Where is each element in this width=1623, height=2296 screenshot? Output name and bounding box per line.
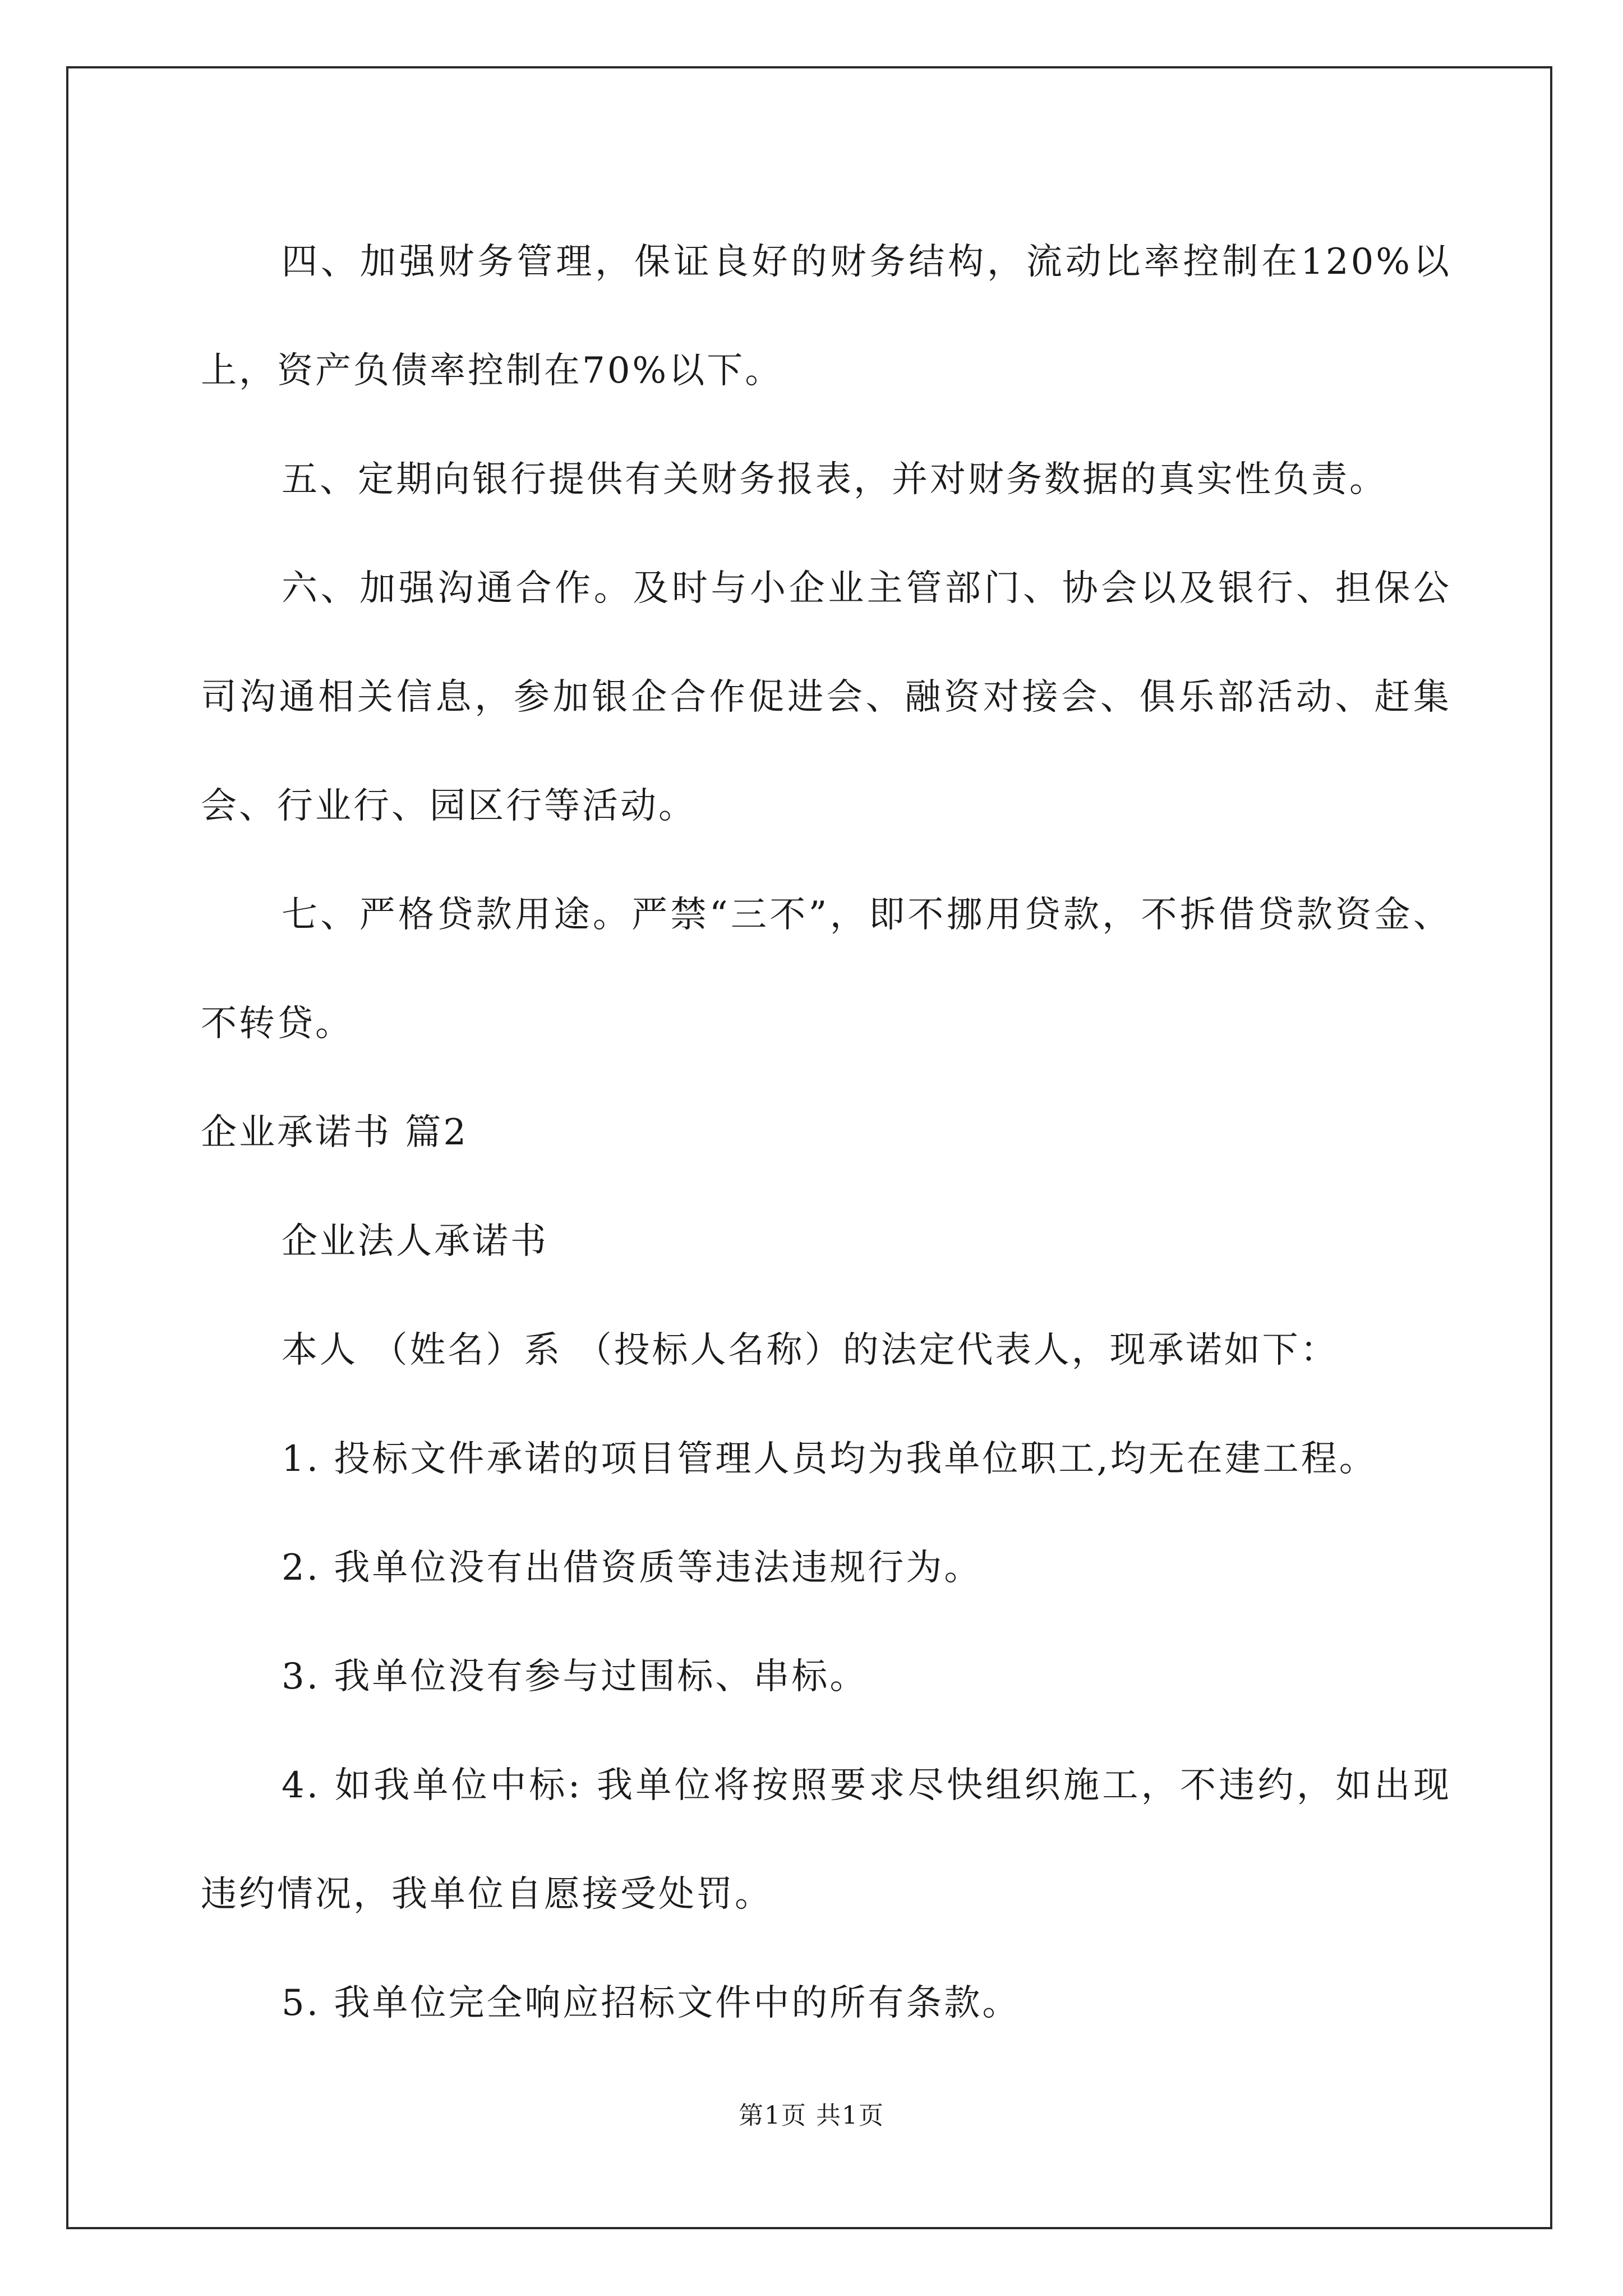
paragraph-loan-usage: 七、严格贷款用途。严禁“三不”，即不挪用贷款，不拆借贷款资金、不转贷。: [201, 894, 1451, 1045]
list-item-5: 5. 我单位完全响应招标文件中的所有条款。: [282, 1982, 1021, 2024]
section-heading: 企业承诺书 篇2: [201, 1112, 469, 1153]
paragraph-financial-reports: 五、定期向银行提供有关财务报表，并对财务数据的真实性负责。: [282, 459, 1387, 500]
list-item-1: 1. 投标文件承诺的项目管理人员均为我单位职工,均无在建工程。: [282, 1438, 1377, 1480]
list-item-4: 4. 如我单位中标: 我单位将按照要求尽快组织施工，不违约，如出现违约情况，我单位自愿接受处罚。: [201, 1765, 1451, 1915]
document-subtitle: 企业法人承诺书: [282, 1221, 548, 1262]
paragraph-intro: 本人 （姓名）系 （投标人名称）的法定代表人，现承诺如下：: [282, 1329, 1339, 1371]
page-footer: 第1页 共1页: [739, 2101, 884, 2130]
list-item-2: 2. 我单位没有出借资质等违法违规行为。: [282, 1547, 983, 1589]
list-item-3: 3. 我单位没有参与过围标、串标。: [282, 1656, 868, 1697]
document-body: [201, 208, 1451, 2058]
paragraph-finance-management: 四、加强财务管理，保证良好的财务结构，流动比率控制在120%以上，资产负债率控制在70%以下。: [201, 241, 1451, 392]
paragraph-communication: 六、加强沟通合作。及时与小企业主管部门、协会以及银行、担保公司沟通相关信息，参加银企合作促进会、融资对接会、俱乐部活动、赶集会、行业行、园区行等活动。: [201, 568, 1451, 827]
